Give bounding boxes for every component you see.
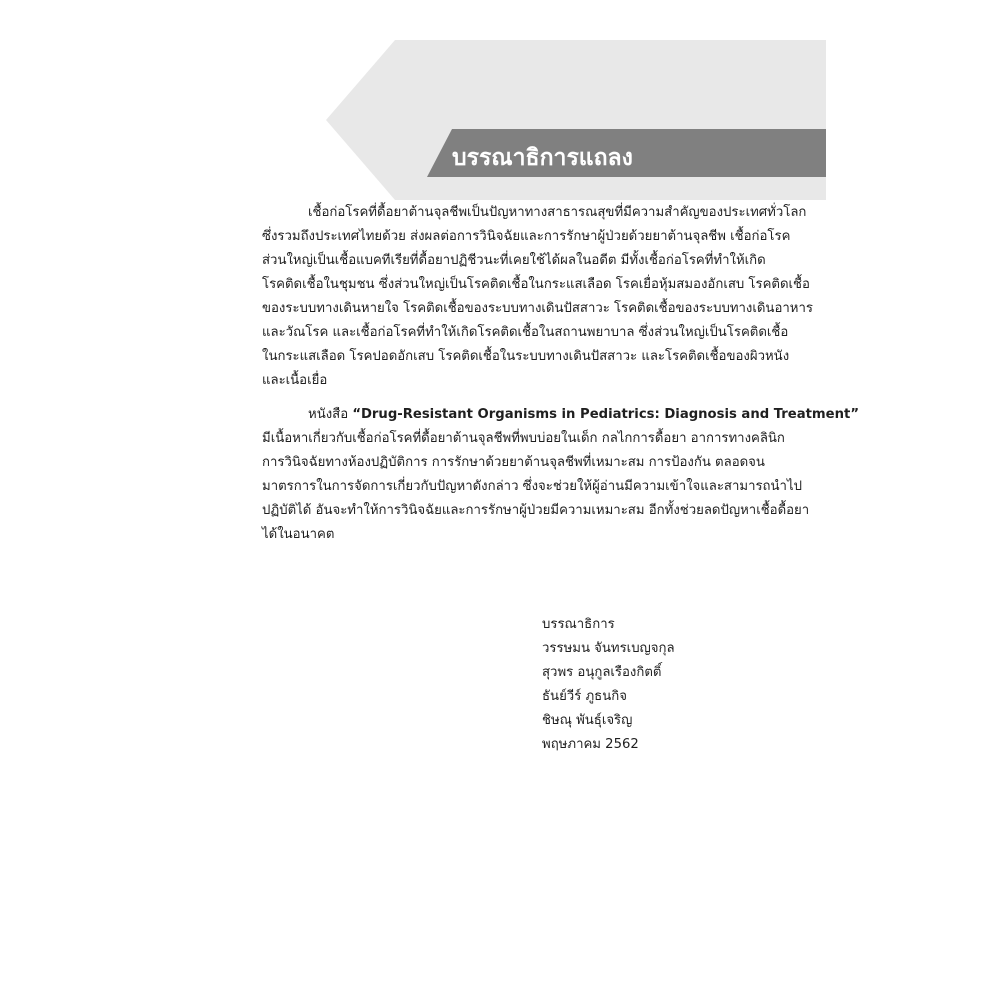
page-title: บรรณาธิการแถลง bbox=[452, 145, 633, 171]
paragraph-line: มาตรการในการจัดการเกี่ยวกับปัญหาดังกล่าว ซึ่งจะช่วยให้ผู้อ่านมีความเข้าใจและสามารถนำไป bbox=[262, 479, 802, 494]
paragraph-1 bbox=[262, 201, 813, 393]
editor-name: ชิษณุ พันธุ์เจริญ bbox=[542, 713, 633, 728]
signature-date: พฤษภาคม 2562 bbox=[542, 737, 639, 752]
paragraph-line: เชื้อก่อโรคที่ดื้อยาต้านจุลชีพเป็นปัญหาทางสาธารณสุขที่มีความสำคัญของประเทศทั่วโลก bbox=[308, 205, 807, 220]
editor-name: สุวพร อนุกูลเรืองกิตติ์ bbox=[542, 665, 662, 680]
paragraph-line: ปฏิบัติได้ อันจะทำให้การวินิจฉัยและการรักษาผู้ป่วยมีความเหมาะสม อีกทั้งช่วยลดปัญหาเชื้อดื้อยา bbox=[262, 503, 810, 518]
editor-name: วรรษมน จันทรเบญจกุล bbox=[542, 641, 675, 656]
signature-block bbox=[542, 613, 675, 757]
paragraph-line: ในกระแสเลือด โรคปอดอักเสบ โรคติดเชื้อในระบบทางเดินปัสสาวะ และโรคติดเชื้อของผิวหนัง bbox=[262, 349, 790, 364]
editor-name: ธันย์วีร์ ภูธนกิจ bbox=[542, 689, 627, 704]
paragraph-line: ได้ในอนาคต bbox=[262, 527, 335, 542]
paragraph-line: และวัณโรค และเชื้อก่อโรคที่ทำให้เกิดโรคติดเชื้อในสถานพยาบาล ซึ่งส่วนใหญ่เป็นโรคติดเชื้อ bbox=[262, 325, 789, 340]
paragraph-2 bbox=[262, 403, 859, 547]
paragraph-line: และเนื้อเยื่อ bbox=[262, 373, 328, 388]
paragraph-line: โรคติดเชื้อในชุมชน ซึ่งส่วนใหญ่เป็นโรคติดเชื้อในกระแสเลือด โรคเยื่อหุ้มสมองอักเสบ โรคติดเชื้อ bbox=[262, 277, 810, 292]
book-prefix: หนังสือ bbox=[308, 407, 353, 422]
paragraph-line bbox=[262, 403, 859, 427]
paragraph-line: ของระบบทางเดินหายใจ โรคติดเชื้อของระบบทางเดินปัสสาวะ โรคติดเชื้อของระบบทางเดินอาหาร bbox=[262, 301, 813, 316]
paragraph-line: การวินิจฉัยทางห้องปฏิบัติการ การรักษาด้วยยาต้านจุลชีพที่เหมาะสม การป้องกัน ตลอดจน bbox=[262, 455, 765, 470]
paragraph-line: มีเนื้อหาเกี่ยวกับเชื้อก่อโรคที่ดื้อยาต้านจุลชีพที่พบบ่อยในเด็ก กลไกการดื้อยา อาการทางคลินิก bbox=[262, 431, 785, 446]
paragraph-line: ส่วนใหญ่เป็นเชื้อแบคทีเรียที่ดื้อยาปฏิชีวนะที่เคยใช้ได้ผลในอดีต มีทั้งเชื้อก่อโรคที่ทำให้เกิด bbox=[262, 253, 766, 268]
signature-role: บรรณาธิการ bbox=[542, 617, 615, 632]
paragraph-line: ซึ่งรวมถึงประเทศไทยด้วย ส่งผลต่อการวินิจฉัยและการรักษาผู้ป่วยด้วยยาต้านจุลชีพ เชื้อก่อโรค bbox=[262, 229, 791, 244]
book-title: “Drug-Resistant Organisms in Pediatrics: Diagnosis and Treatment” bbox=[352, 407, 859, 422]
